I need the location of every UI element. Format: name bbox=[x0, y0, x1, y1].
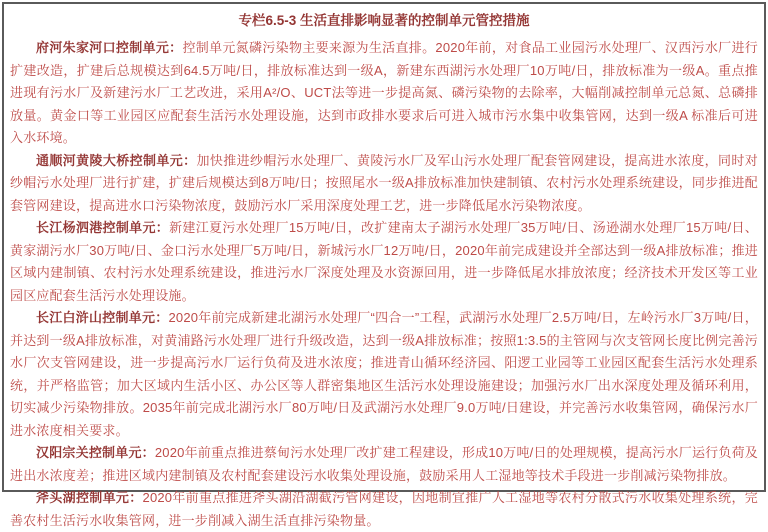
paragraph-tongshunhe-huangling bbox=[10, 150, 758, 218]
column-box bbox=[2, 2, 766, 528]
paragraph-changjiang-yangsigang bbox=[10, 217, 758, 307]
unit-name: 长江白浒山控制单元： bbox=[36, 310, 169, 325]
unit-name: 汉阳宗关控制单元： bbox=[36, 445, 155, 460]
paragraph-fuhe-zhujiahekou bbox=[10, 37, 758, 150]
unit-measures-text: 新建江夏污水处理厂15万吨/日，改扩建南太子湖污水处理厂35万吨/日、汤逊湖水处理厂15万吨/日、黄家湖污水厂30万吨/日、金口污水处理厂5万吨/日，新城污水厂12万吨/日，2020年前完成建设并全部达到一级A排放标准；推进区域内建制镇、农村污水处理系统建设，推进污水厂深度处理及水资源回用，进一步降低尾水排放浓度；经济技术开发区等工业园区应配套生活污水处理设施。 bbox=[10, 220, 758, 303]
unit-name: 通顺河黄陵大桥控制单元： bbox=[36, 152, 197, 168]
box-title: 专栏6.5-3 生活直排影响显著的控制单元管控措施 bbox=[238, 13, 530, 28]
unit-name: 长江杨泗港控制单元： bbox=[36, 220, 170, 235]
unit-measures-text: 加快推进纱帽污水处理厂、黄陵污水厂及军山污水处理厂配套管网建设，提高进水浓度，同时对纱帽污水处理厂进行扩建，扩建后规模达到8万吨/日；按照尾水一级A排放标准加快建制镇、农村污水处理系统建设，同步推进配套管网建设，提高进水口污染物浓度，鼓励污水厂采用深度处理工艺，进一步降低尾水污染物浓度。 bbox=[10, 152, 758, 213]
paragraph-changjiang-baihushan bbox=[10, 307, 758, 442]
paragraph-hanyang-zongguan bbox=[10, 442, 758, 487]
unit-name: 府河朱家河口控制单元： bbox=[36, 40, 183, 55]
unit-measures-text: 2020年前完成新建北湖污水处理厂“四合一”工程，武湖污水处理厂2.5万吨/日，左岭污水厂3万吨/日，并达到一级A排放标准，对黄浦路污水处理厂进行升级改造，达到一级A排放标准；按照1:3.5的主管网与次支管网长度比例完善污水厂次支管网建设，进一步提高污水厂运行负荷及进水浓度；推进青山循环经济园、阳逻工业园等工业园区配套生活污水处理系统，并严格监管；加大区域内生活小区、办公区等人群密集地区生活污水处理设施建设；加强污水厂出水深度处理及循环利用，切实减少污染物排放。2035年前完成北湖污水厂80万吨/日及武湖污水处理厂9.0万吨/日建设，并完善污水收集管网，确保污水厂进水浓度相关要求。 bbox=[10, 310, 758, 438]
paragraph-futouhu bbox=[10, 487, 758, 532]
unit-measures-text: 2020年前重点推进蔡甸污水处理厂改扩建工程建设，形成10万吨/日的处理规模，提高污水厂运行负荷及进出水浓度差；推进区域内建制镇及农村配套建设污水收集处理设施，鼓励采用人工湿地等技术手段进一步削减污染物排放。 bbox=[10, 445, 758, 483]
unit-measures-text: 控制单元氮磷污染物主要来源为生活直排。2020年前，对食品工业园污水处理厂、汉西污水厂进行扩建改造，扩建后总规模达到64.5万吨/日，排放标准达到一级A，新建东西湖污水处理厂10万吨/日，排放标准为一级A。重点推进现有污水厂及新建污水厂工艺改进，采用A²/O、UCT法等进一步提高氮、磷污染物的去除率，大幅削减控制单元总氮、总磷排放量。黄金口等工业园区应配套生活污水处理设施，达到市政排水要求后可进入城市污水集中收集管网，达到一级A 标准后可进入水环境。 bbox=[10, 40, 759, 145]
unit-name: 斧头湖控制单元： bbox=[36, 490, 143, 505]
unit-measures-text: 2020年前重点推进斧头湖沿湖截污管网建设，因地制宜推广人工湿地等农村分散式污水收集处理系统，完善农村生活污水收集管网，进一步削减入湖生活直排污染物量。 bbox=[10, 490, 758, 528]
